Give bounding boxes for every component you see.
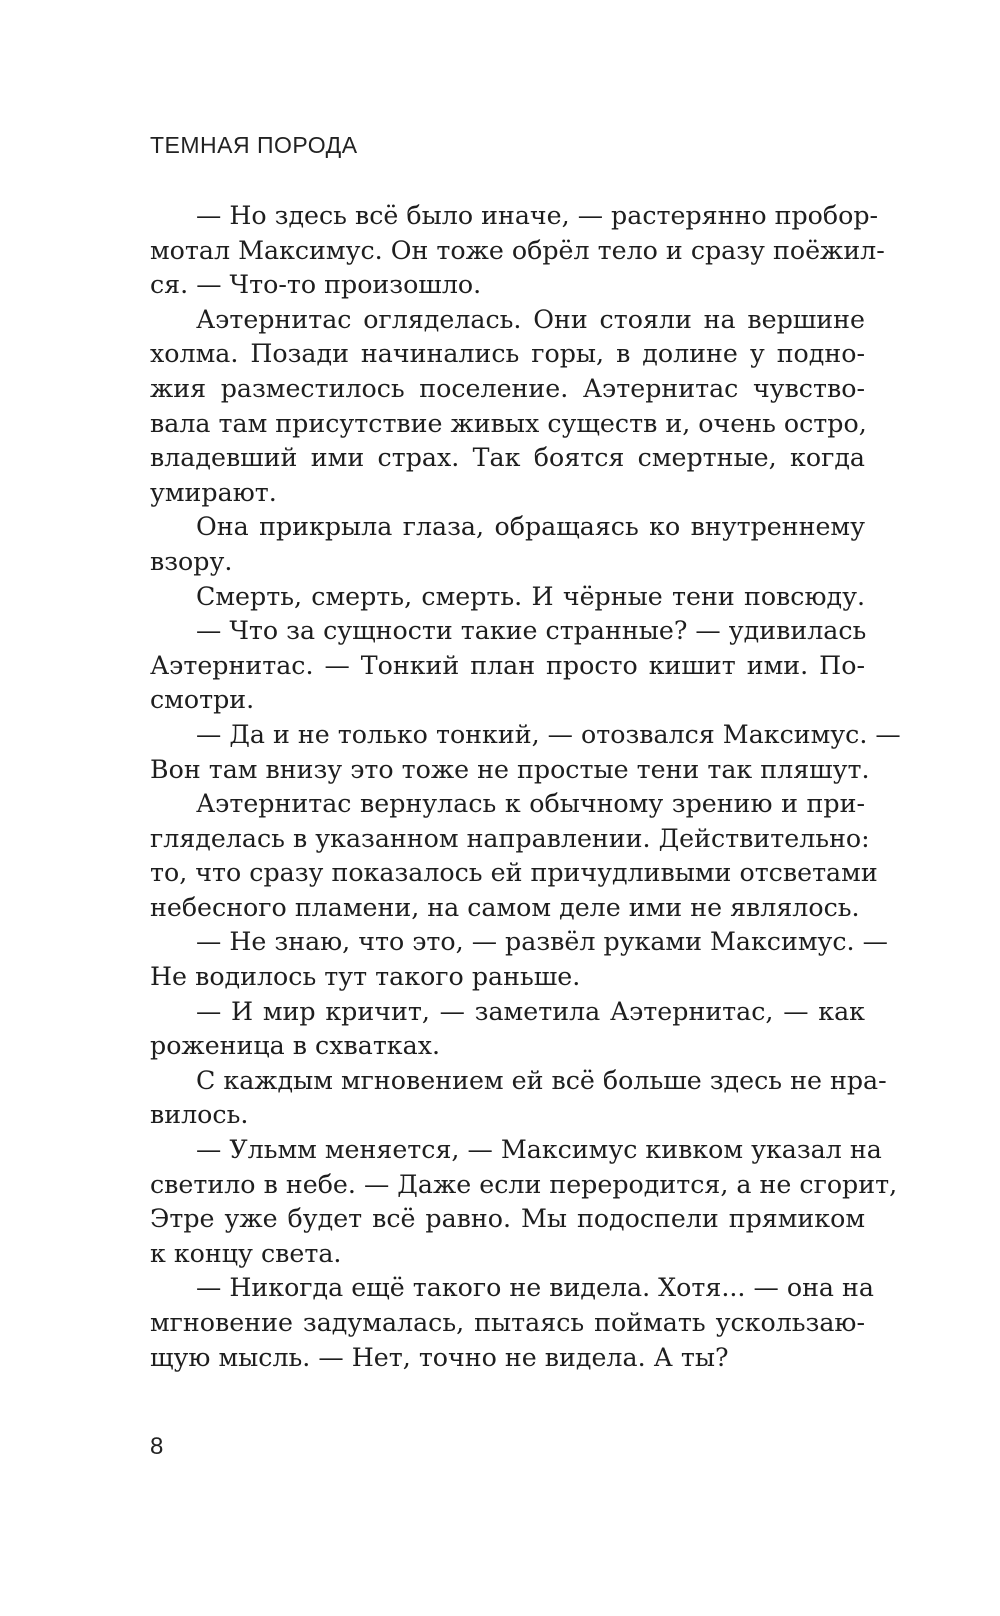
text-line: Аэтернитас огляделась. Они стояли на вершине <box>196 304 865 334</box>
text-line: вала там присутствие живых существ и, очень остро, <box>150 408 867 438</box>
text-line: ся. — Что-то произошло. <box>150 270 482 300</box>
text-line: Аэтернитас. — Тонкий план просто кишит ими. По- <box>150 650 865 680</box>
text-line: взору. <box>150 546 233 576</box>
text-line: вилось. <box>150 1100 249 1130</box>
text-line: Смерть, смерть, смерть. И чёрные тени повсюду. <box>196 581 865 611</box>
text-line: умирают. <box>150 477 277 507</box>
text-line: — Не знаю, что это, — развёл руками Максимус. — <box>196 927 888 957</box>
text-line: — Но здесь всё было иначе, — растерянно пробор- <box>196 201 879 230</box>
text-line: владевший ими страх. Так боятся смертные, когда <box>150 443 865 473</box>
text-line: светило в небе. — Даже если переродится, а не сгорит, <box>150 1169 898 1199</box>
text-line: С каждым мгновением ей всё больше здесь не нра- <box>196 1065 887 1095</box>
text-line: смотри. <box>150 685 255 715</box>
text-line: мгновение задумалась, пытаясь поймать ускользаю- <box>150 1308 865 1337</box>
text-line: небесного пламени, на самом деле ими не являлось. <box>150 892 860 922</box>
text-line: Не водилось тут такого раньше. <box>150 962 581 992</box>
text-line: гляделась в указанном направлении. Действительно: <box>150 823 870 853</box>
text-line: — И мир кричит, — заметила Аэтернитас, — как <box>196 996 865 1026</box>
text-line: холма. Позади начинались горы, в долине у подно- <box>150 339 865 369</box>
text-line: щую мысль. — Нет, точно не видела. А ты? <box>150 1342 729 1372</box>
text-line: Вон там внизу это тоже не простые тени так пляшут. <box>150 754 870 784</box>
text-line: то, что сразу показалось ей причудливыми отсветами <box>150 858 878 888</box>
body-text <box>150 199 901 1375</box>
text-line: жия разместилось поселение. Аэтернитас чувство- <box>150 373 865 403</box>
page-number: 8 <box>150 1433 164 1460</box>
text-line: Она прикрыла глаза, обращаясь ко внутреннему <box>196 512 865 542</box>
text-line: — Никогда ещё такого не видела. Хотя... — она на <box>196 1273 875 1303</box>
text-line: мотал Максимус. Он тоже обрёл тело и сразу поёжил- <box>150 235 885 265</box>
text-line: Аэтернитас вернулась к обычному зрению и при- <box>196 789 865 819</box>
running-header: ТЕМНАЯ ПОРОДА <box>150 132 358 158</box>
text-line: — Ульмм меняется, — Максимус кивком указал на <box>196 1135 882 1165</box>
text-line: к концу света. <box>150 1238 342 1268</box>
text-line: — Что за сущности такие странные? — удивилась <box>196 616 867 646</box>
text-line: роженица в схватках. <box>150 1031 441 1061</box>
text-line: — Да и не только тонкий, — отозвался Максимус. — <box>196 719 901 749</box>
text-line: Этре уже будет всё равно. Мы подоспели прямиком <box>150 1204 865 1234</box>
